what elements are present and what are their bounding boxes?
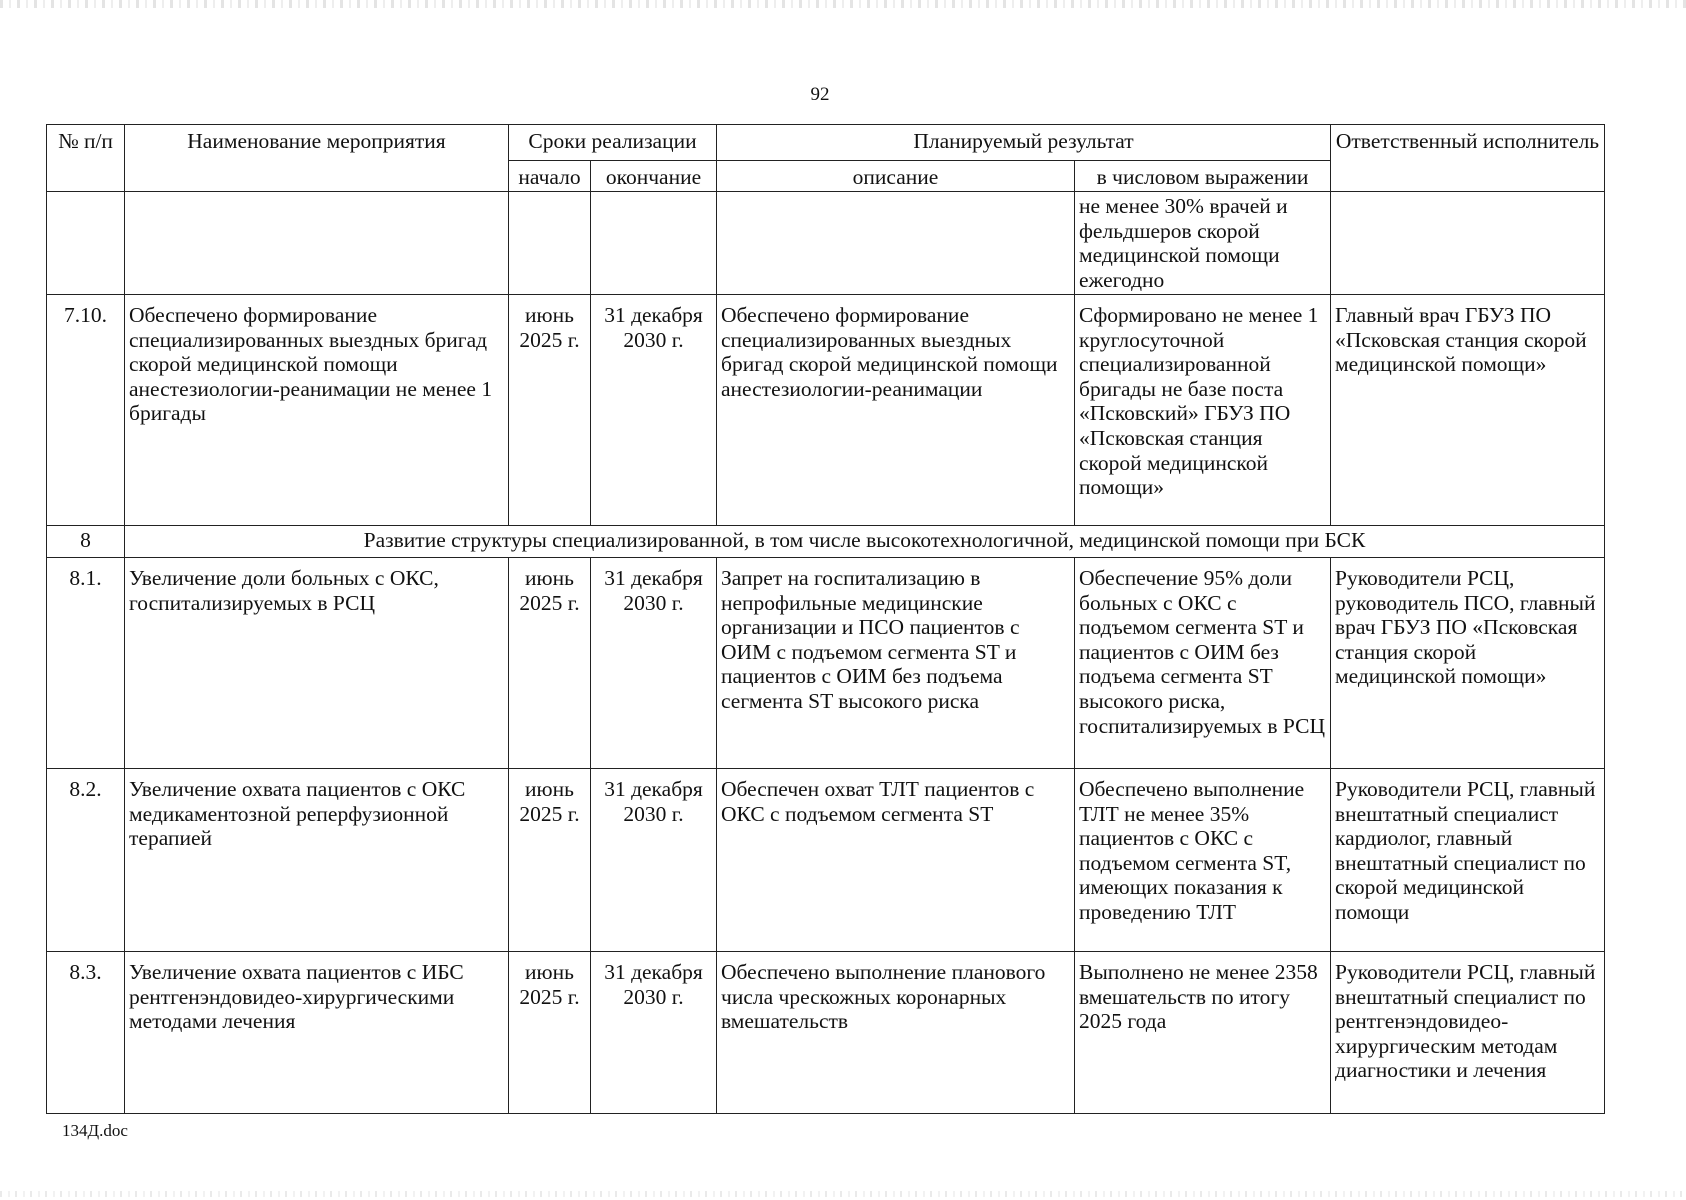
header-num: № п/п	[47, 125, 125, 192]
header-name: Наименование мероприятия	[125, 125, 509, 192]
row-responsible: Руководители РСЦ, главный внештатный специалист по рентгенэндовидео-хирургическим методам диагностики и лечения	[1331, 952, 1605, 1114]
table-row	[47, 558, 1605, 769]
table-row	[47, 192, 1605, 295]
header-result: Планируемый результат	[717, 125, 1331, 161]
header-terms: Сроки реализации	[509, 125, 717, 161]
header-responsible: Ответственный исполнитель	[1331, 125, 1605, 192]
plan-table	[46, 124, 1605, 1114]
row-description: Обеспечено формирование специализированных выездных бригад скорой медицинской помощи анестезиологии-реанимации	[717, 295, 1075, 526]
section-row	[47, 526, 1605, 558]
row-start: июнь 2025 г.	[509, 558, 591, 769]
scan-edge-top	[0, 0, 1686, 8]
row-num: 8.2.	[47, 769, 125, 952]
row-end: 31 декабря 2030 г.	[591, 295, 717, 526]
row-value: Сформировано не менее 1 круглосуточной специализированной бригады не базе поста «Псковский» ГБУЗ ПО «Псковская станция скорой медицинской помощи»	[1075, 295, 1331, 526]
row-name: Увеличение доли больных с ОКС, госпитализируемых в РСЦ	[125, 558, 509, 769]
continuation-desc-cell	[717, 192, 1075, 295]
row-description: Запрет на госпитализацию в непрофильные медицинские организации и ПСО пациентов с ОИМ с подъемом сегмента ST и пациентов с ОИМ без подъема сегмента ST высокого риска	[717, 558, 1075, 769]
row-name: Увеличение охвата пациентов с ИБС рентгенэндовидео-хирургическими методами лечения	[125, 952, 509, 1114]
header-terms-end: окончание	[591, 161, 717, 192]
row-responsible: Руководители РСЦ, руководитель ПСО, главный врач ГБУЗ ПО «Псковская станция скорой медицинской помощи»	[1331, 558, 1605, 769]
row-description: Обеспечен охват ТЛТ пациентов с ОКС с подъемом сегмента ST	[717, 769, 1075, 952]
row-num: 8.1.	[47, 558, 125, 769]
section-num: 8	[47, 526, 125, 558]
row-end: 31 декабря 2030 г.	[591, 769, 717, 952]
header-result-value: в числовом выражении	[1075, 161, 1331, 192]
table-row	[47, 769, 1605, 952]
row-description: Обеспечено выполнение планового числа чрескожных коронарных вмешательств	[717, 952, 1075, 1114]
row-responsible: Главный врач ГБУЗ ПО «Псковская станция скорой медицинской помощи»	[1331, 295, 1605, 526]
continuation-start-cell	[509, 192, 591, 295]
row-end: 31 декабря 2030 г.	[591, 558, 717, 769]
row-responsible: Руководители РСЦ, главный внештатный специалист кардиолог, главный внештатный специалист по скорой медицинской помощи	[1331, 769, 1605, 952]
row-name: Увеличение охвата пациентов с ОКС медикаментозной реперфузионной терапией	[125, 769, 509, 952]
header-row-1	[47, 125, 1605, 161]
header-terms-start: начало	[509, 161, 591, 192]
row-num: 8.3.	[47, 952, 125, 1114]
continuation-responsible-cell	[1331, 192, 1605, 295]
row-end: 31 декабря 2030 г.	[591, 952, 717, 1114]
row-value: Обеспечение 95% доли больных с ОКС с подъемом сегмента ST и пациентов с ОИМ без подъема сегмента ST высокого риска, госпитализируемых в РСЦ	[1075, 558, 1331, 769]
row-num: 7.10.	[47, 295, 125, 526]
section-title: Развитие структуры специализированной, в том числе высокотехнологичной, медицинской помощи при БСК	[125, 526, 1605, 558]
table-body	[47, 192, 1605, 1114]
continuation-end-cell	[591, 192, 717, 295]
footer-file-name: 134Д.doc	[62, 1121, 128, 1140]
continuation-name-cell	[125, 192, 509, 295]
row-name: Обеспечено формирование специализированных выездных бригад скорой медицинской помощи анестезиологии-реанимации не менее 1 бригады	[125, 295, 509, 526]
table-header	[47, 125, 1605, 192]
row-start: июнь 2025 г.	[509, 769, 591, 952]
scan-edge-bottom	[0, 1191, 1686, 1197]
continuation-value-cell: не менее 30% врачей и фельдшеров скорой медицинской помощи ежегодно	[1075, 192, 1331, 295]
continuation-num-cell	[47, 192, 125, 295]
table-row	[47, 952, 1605, 1114]
row-start: июнь 2025 г.	[509, 952, 591, 1114]
row-start: июнь 2025 г.	[509, 295, 591, 526]
page-number: 92	[810, 84, 830, 105]
row-value: Обеспечено выполнение ТЛТ не менее 35% пациентов с ОКС с подъемом сегмента ST, имеющих показания к проведению ТЛТ	[1075, 769, 1331, 952]
table-row	[47, 295, 1605, 526]
row-value: Выполнено не менее 2358 вмешательств по итогу 2025 года	[1075, 952, 1331, 1114]
header-result-desc: описание	[717, 161, 1075, 192]
